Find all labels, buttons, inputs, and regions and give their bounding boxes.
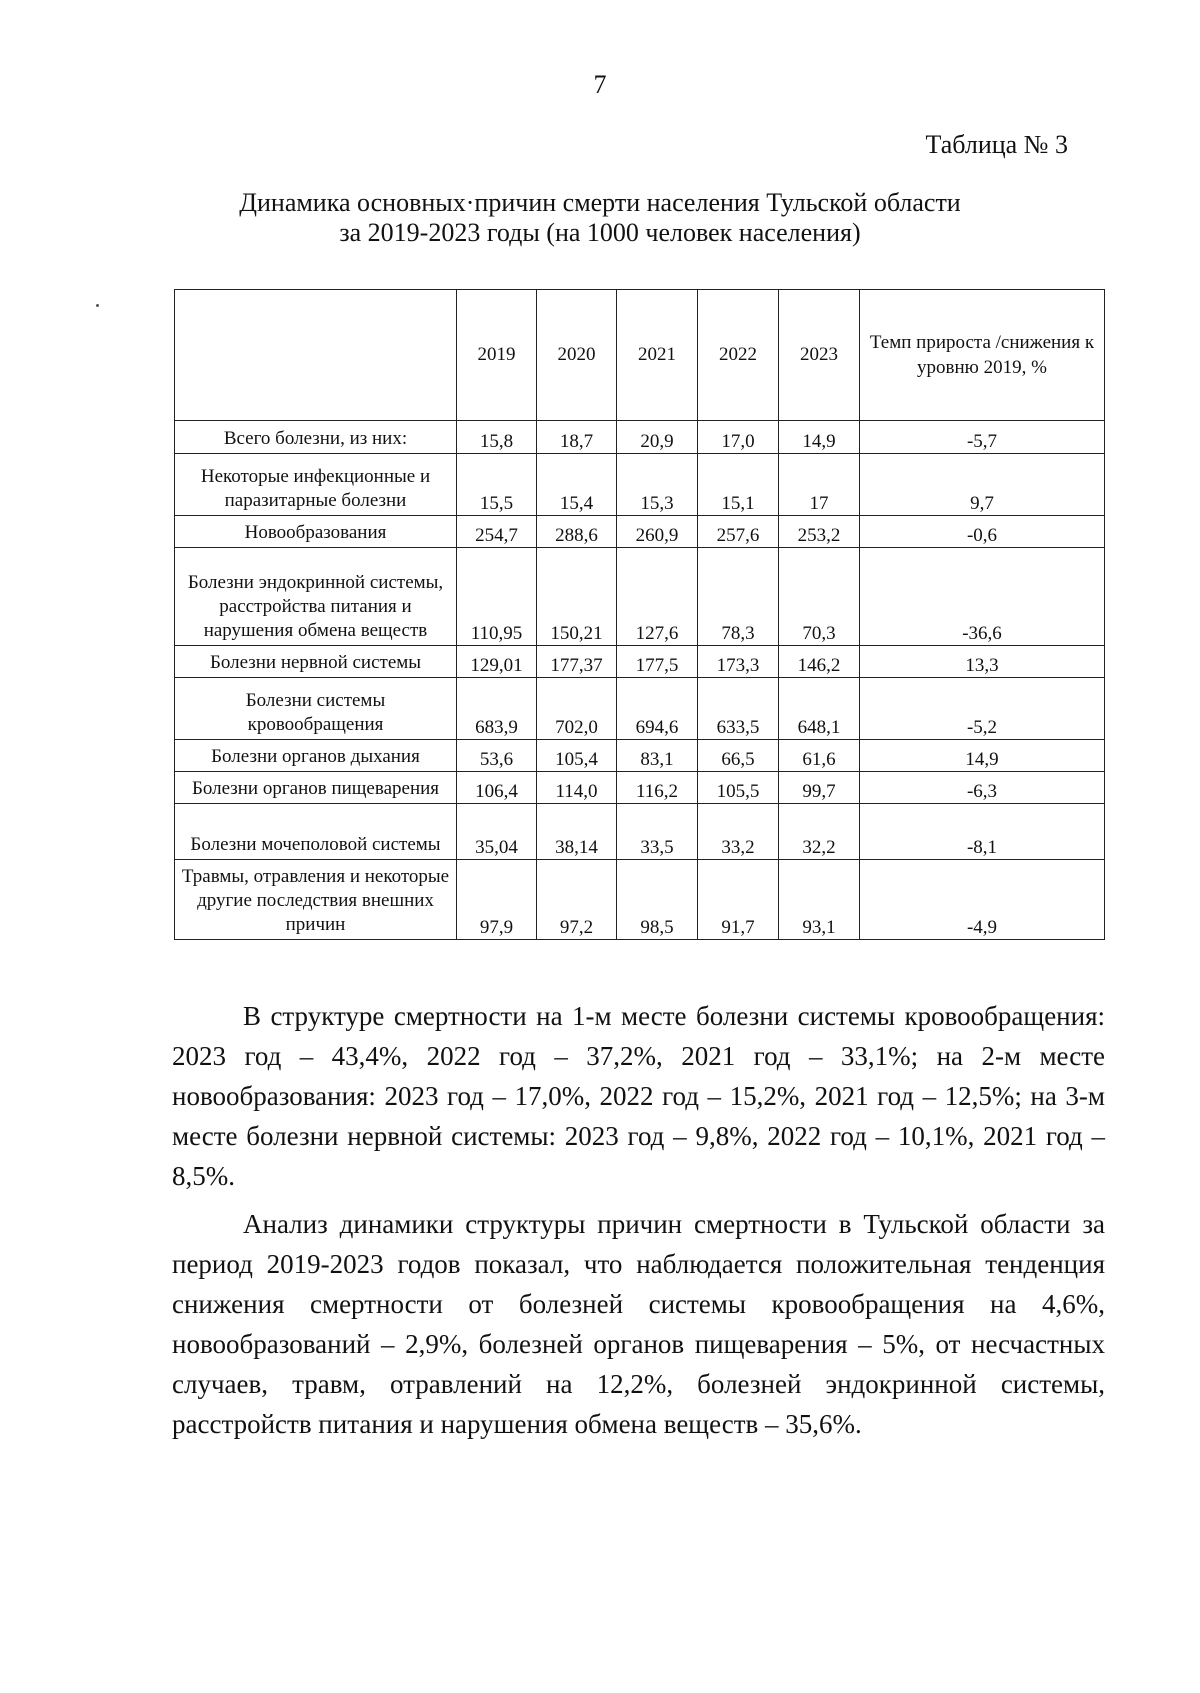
header-cause bbox=[175, 290, 457, 421]
cause-label: Болезни эндокринной системы, расстройства питания и нарушения обмена веществ bbox=[175, 548, 457, 646]
header-year: 2022 bbox=[698, 290, 779, 421]
growth-rate-cell: -6,3 bbox=[860, 772, 1105, 804]
body-text bbox=[172, 996, 1105, 1452]
rate-cell: 83,1 bbox=[617, 740, 698, 772]
rate-cell: 702,0 bbox=[537, 678, 617, 740]
page-number: 7 bbox=[593, 70, 607, 99]
rate-cell: 633,5 bbox=[698, 678, 779, 740]
cause-label: Некоторые инфекционные и паразитарные болезни bbox=[175, 454, 457, 516]
growth-rate-cell: -5,7 bbox=[860, 421, 1105, 454]
cause-label: Болезни нервной системы bbox=[175, 646, 457, 678]
rate-cell: 110,95 bbox=[457, 548, 537, 646]
rate-cell: 127,6 bbox=[617, 548, 698, 646]
table-row bbox=[175, 646, 1105, 678]
rate-cell: 177,5 bbox=[617, 646, 698, 678]
rate-cell: 38,14 bbox=[537, 804, 617, 860]
table-row bbox=[175, 421, 1105, 454]
rate-cell: 14,9 bbox=[779, 421, 860, 454]
growth-rate-cell: 9,7 bbox=[860, 454, 1105, 516]
cause-label: Всего болезни, из них: bbox=[175, 421, 457, 454]
rate-cell: 66,5 bbox=[698, 740, 779, 772]
rate-cell: 32,2 bbox=[779, 804, 860, 860]
scan-speck bbox=[96, 304, 99, 307]
table-row bbox=[175, 740, 1105, 772]
rate-cell: 33,2 bbox=[698, 804, 779, 860]
rate-cell: 106,4 bbox=[457, 772, 537, 804]
growth-rate-cell: -8,1 bbox=[860, 804, 1105, 860]
rate-cell: 150,21 bbox=[537, 548, 617, 646]
growth-rate-cell: -4,9 bbox=[860, 860, 1105, 940]
header-growth-rate: Темп прироста /снижения к уровню 2019, % bbox=[860, 290, 1105, 421]
header-year: 2021 bbox=[617, 290, 698, 421]
rate-cell: 15,1 bbox=[698, 454, 779, 516]
cause-label: Новообразования bbox=[175, 516, 457, 548]
table-row bbox=[175, 548, 1105, 646]
rate-cell: 105,4 bbox=[537, 740, 617, 772]
rate-cell: 114,0 bbox=[537, 772, 617, 804]
rate-cell: 253,2 bbox=[779, 516, 860, 548]
cause-label: Травмы, отравления и некоторые другие последствия внешних причин bbox=[175, 860, 457, 940]
header-year: 2023 bbox=[779, 290, 860, 421]
rate-cell: 257,6 bbox=[698, 516, 779, 548]
header-year: 2019 bbox=[457, 290, 537, 421]
cause-label: Болезни мочеполовой системы bbox=[175, 804, 457, 860]
rate-cell: 173,3 bbox=[698, 646, 779, 678]
table-row bbox=[175, 804, 1105, 860]
rate-cell: 15,4 bbox=[537, 454, 617, 516]
rate-cell: 648,1 bbox=[779, 678, 860, 740]
rate-cell: 91,7 bbox=[698, 860, 779, 940]
table-row bbox=[175, 860, 1105, 940]
table-row bbox=[175, 516, 1105, 548]
rate-cell: 105,5 bbox=[698, 772, 779, 804]
rate-cell: 254,7 bbox=[457, 516, 537, 548]
table-header-row bbox=[175, 290, 1105, 421]
cause-label: Болезни органов дыхания bbox=[175, 740, 457, 772]
growth-rate-cell: 14,9 bbox=[860, 740, 1105, 772]
rate-cell: 177,37 bbox=[537, 646, 617, 678]
rate-cell: 33,5 bbox=[617, 804, 698, 860]
rate-cell: 70,3 bbox=[779, 548, 860, 646]
rate-cell: 98,5 bbox=[617, 860, 698, 940]
rate-cell: 260,9 bbox=[617, 516, 698, 548]
table-title-line-1: Динамика основных·причин смерти населения Тульской области bbox=[239, 188, 961, 217]
rate-cell: 53,6 bbox=[457, 740, 537, 772]
rate-cell: 15,5 bbox=[457, 454, 537, 516]
paragraph-structure: В структуре смертности на 1-м месте болезни системы кровообращения: 2023 год – 43,4%, 2022 год – 37,2%, 2021 год – 33,1%; на 2-м месте новообразования: 2023 год – 17,0%, 2022 год – 15,2%, 2021 год – 12,5%; на 3-м месте болезни нервной системы: 2023 год – 9,8%, 2022 год – 10,1%, 2021 год – 8,5%. bbox=[172, 1001, 1105, 1191]
mortality-table bbox=[174, 289, 1105, 940]
table-row bbox=[175, 454, 1105, 516]
rate-cell: 17,0 bbox=[698, 421, 779, 454]
header-year: 2020 bbox=[537, 290, 617, 421]
growth-rate-cell: -0,6 bbox=[860, 516, 1105, 548]
table-row bbox=[175, 772, 1105, 804]
rate-cell: 17 bbox=[779, 454, 860, 516]
growth-rate-cell: 13,3 bbox=[860, 646, 1105, 678]
rate-cell: 129,01 bbox=[457, 646, 537, 678]
rate-cell: 93,1 bbox=[779, 860, 860, 940]
rate-cell: 694,6 bbox=[617, 678, 698, 740]
rate-cell: 683,9 bbox=[457, 678, 537, 740]
table-title-line-2: за 2019-2023 годы (на 1000 человек населения) bbox=[339, 218, 861, 247]
rate-cell: 15,8 bbox=[457, 421, 537, 454]
rate-cell: 78,3 bbox=[698, 548, 779, 646]
rate-cell: 35,04 bbox=[457, 804, 537, 860]
table-title bbox=[0, 188, 1200, 248]
growth-rate-cell: -36,6 bbox=[860, 548, 1105, 646]
table-label: Таблица № 3 bbox=[925, 130, 1068, 159]
cause-label: Болезни системы кровообращения bbox=[175, 678, 457, 740]
rate-cell: 61,6 bbox=[779, 740, 860, 772]
growth-rate-cell: -5,2 bbox=[860, 678, 1105, 740]
rate-cell: 116,2 bbox=[617, 772, 698, 804]
rate-cell: 18,7 bbox=[537, 421, 617, 454]
rate-cell: 97,2 bbox=[537, 860, 617, 940]
rate-cell: 20,9 bbox=[617, 421, 698, 454]
rate-cell: 99,7 bbox=[779, 772, 860, 804]
rate-cell: 288,6 bbox=[537, 516, 617, 548]
table-row bbox=[175, 678, 1105, 740]
rate-cell: 146,2 bbox=[779, 646, 860, 678]
rate-cell: 97,9 bbox=[457, 860, 537, 940]
rate-cell: 15,3 bbox=[617, 454, 698, 516]
cause-label: Болезни органов пищеварения bbox=[175, 772, 457, 804]
paragraph-analysis: Анализ динамики структуры причин смертности в Тульской области за период 2019-2023 годов показал, что наблюдается положительная тенденция снижения смертности от болезней системы кровообращения на 4,6%, новообразований – 2,9%, болезней органов пищеварения – 5%, от несчастных случаев, травм, отравлений на 12,2%, болезней эндокринной системы, расстройств питания и нарушения обмена веществ – 35,6%. bbox=[172, 1209, 1105, 1439]
